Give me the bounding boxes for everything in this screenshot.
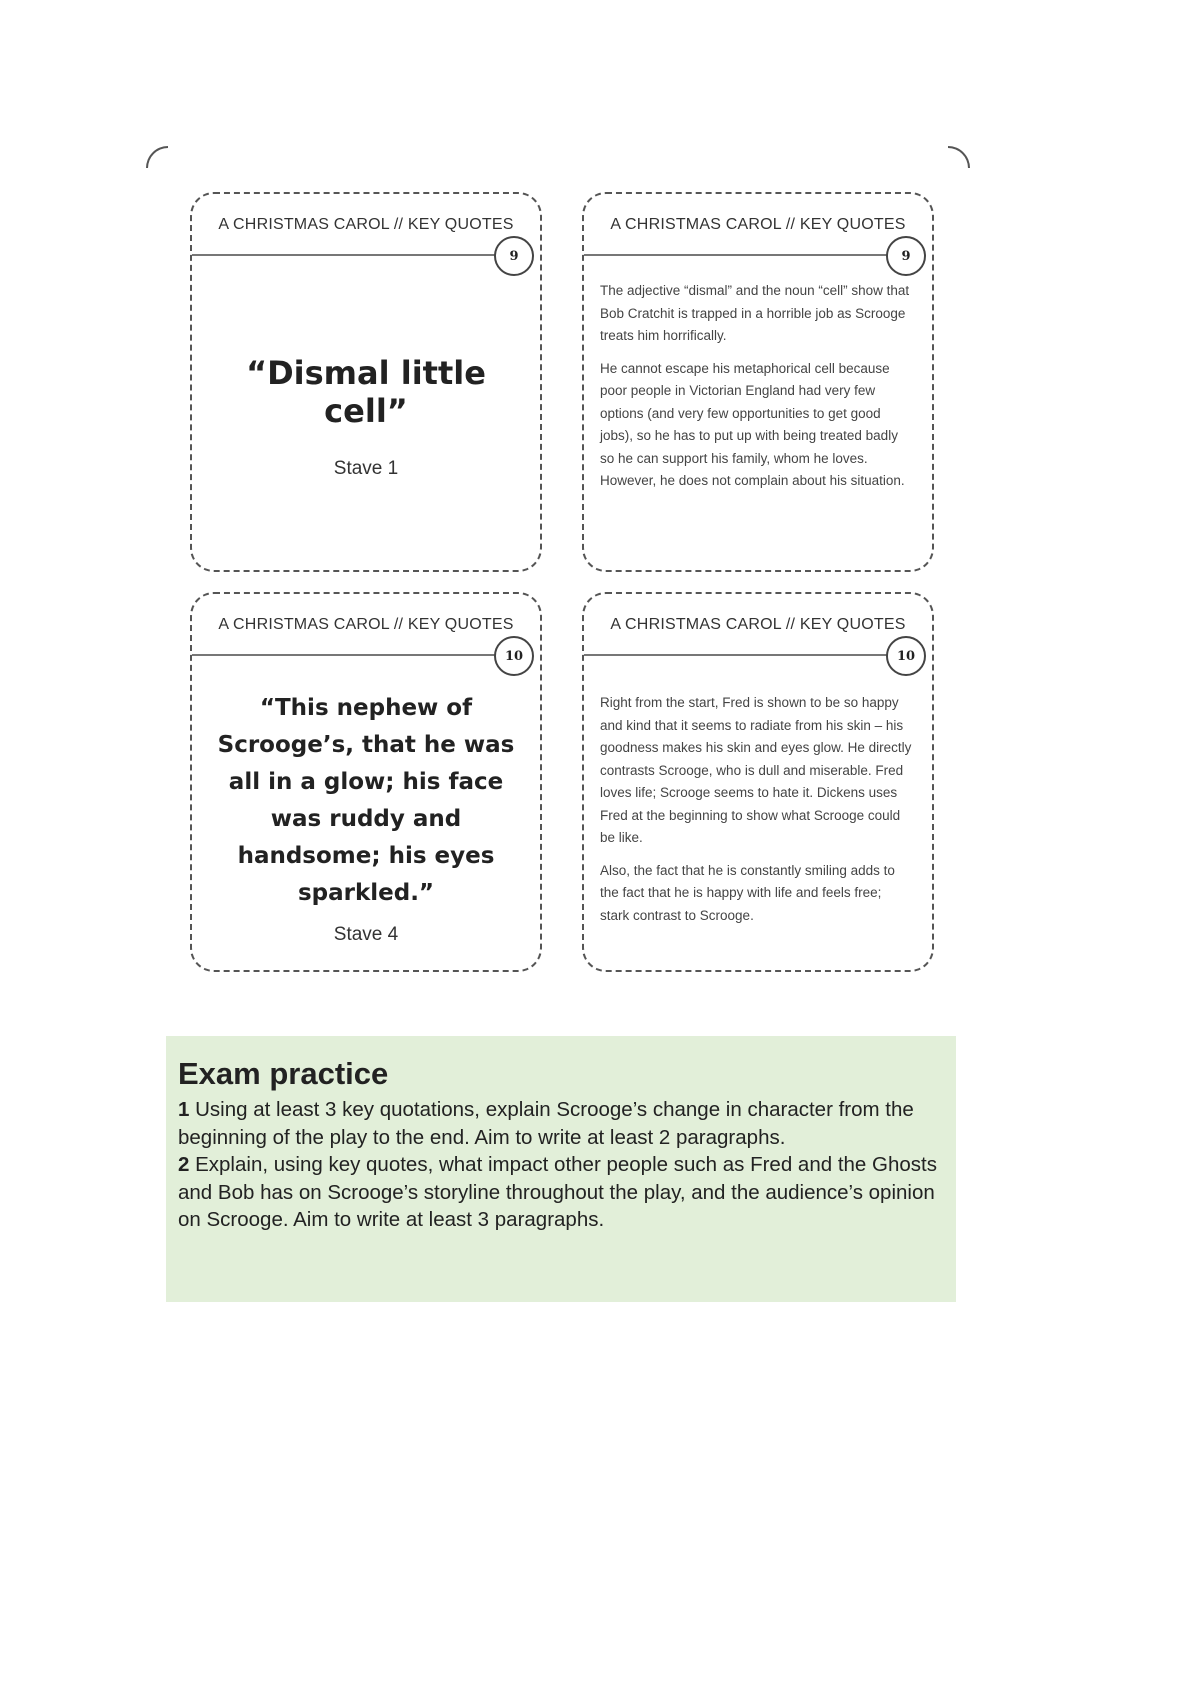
crop-mark-top-right <box>948 146 970 168</box>
exam-practice-box <box>166 1036 956 1302</box>
explanation-paragraph: Also, the fact that he is constantly smiling adds to the fact that he is happy with life and feels free; stark contrast to Scrooge. <box>600 862 895 923</box>
explanation-paragraph: The adjective “dismal” and the noun “cell” show that Bob Cratchit is trapped in a horrible job as Scrooge treats him horrifically. <box>600 283 910 343</box>
exam-practice-heading: Exam practice <box>178 1056 389 1091</box>
card-number-badge: 9 <box>886 236 926 276</box>
card-divider <box>584 254 890 256</box>
card-title: A CHRISTMAS CAROL // KEY QUOTES <box>610 216 906 233</box>
explanation-paragraph: Right from the start, Fred is shown to be so happy and kind that it seems to radiate from his skin – his goodness makes his skin and eyes glow. He directly contrasts Scrooge, who is dull and miserable. Fred loves life; Scrooge seems to hate it. Dickens uses Fred at the beginning to show what Scrooge could be like. <box>600 695 912 845</box>
card-divider <box>584 654 890 656</box>
exam-question-1 <box>178 1096 944 1151</box>
explanation-text <box>600 280 912 503</box>
card-number-badge: 10 <box>886 636 926 676</box>
stave-label: Stave 4 <box>333 924 399 945</box>
card-title: A CHRISTMAS CAROL // KEY QUOTES <box>610 616 906 633</box>
card-number-badge: 10 <box>494 636 534 676</box>
explanation-card-9 <box>582 192 934 572</box>
question-text: Explain, using key quotes, what impact other people such as Fred and the Ghosts and Bob has on Scrooge’s storyline throughout the play, and the audience’s opinion on Scrooge. Aim to write at least 3 paragraphs. <box>178 1153 937 1231</box>
card-number-badge: 9 <box>494 236 534 276</box>
quote-card-10 <box>190 592 542 972</box>
crop-mark-top-left <box>146 146 168 168</box>
card-divider <box>192 254 498 256</box>
explanation-card-10 <box>582 592 934 972</box>
key-quote: “Dismal little cell” <box>246 354 486 430</box>
explanation-text <box>600 692 912 937</box>
quote-card-9 <box>190 192 542 572</box>
question-number: 2 <box>178 1153 190 1176</box>
stave-label: Stave 1 <box>333 458 399 479</box>
card-title: A CHRISTMAS CAROL // KEY QUOTES <box>218 616 514 633</box>
card-title: A CHRISTMAS CAROL // KEY QUOTES <box>218 216 514 233</box>
exam-question-2 <box>178 1151 944 1234</box>
explanation-paragraph: He cannot escape his metaphorical cell because poor people in Victorian England had very few options (and very few opportunities to get good jobs), so he has to put up with being treated badly so he can support his family, whom he loves. However, he does not complain about his situation. <box>600 360 905 488</box>
question-text: Using at least 3 key quotations, explain Scrooge’s change in character from the beginning of the play to the end. Aim to write at least 2 paragraphs. <box>178 1098 914 1149</box>
key-quote: “This nephew of Scrooge’s, that he was all in a glow; his face was ruddy and handsome; his eyes sparkled.” <box>217 695 515 906</box>
question-number: 1 <box>178 1098 190 1121</box>
card-divider <box>192 654 498 656</box>
